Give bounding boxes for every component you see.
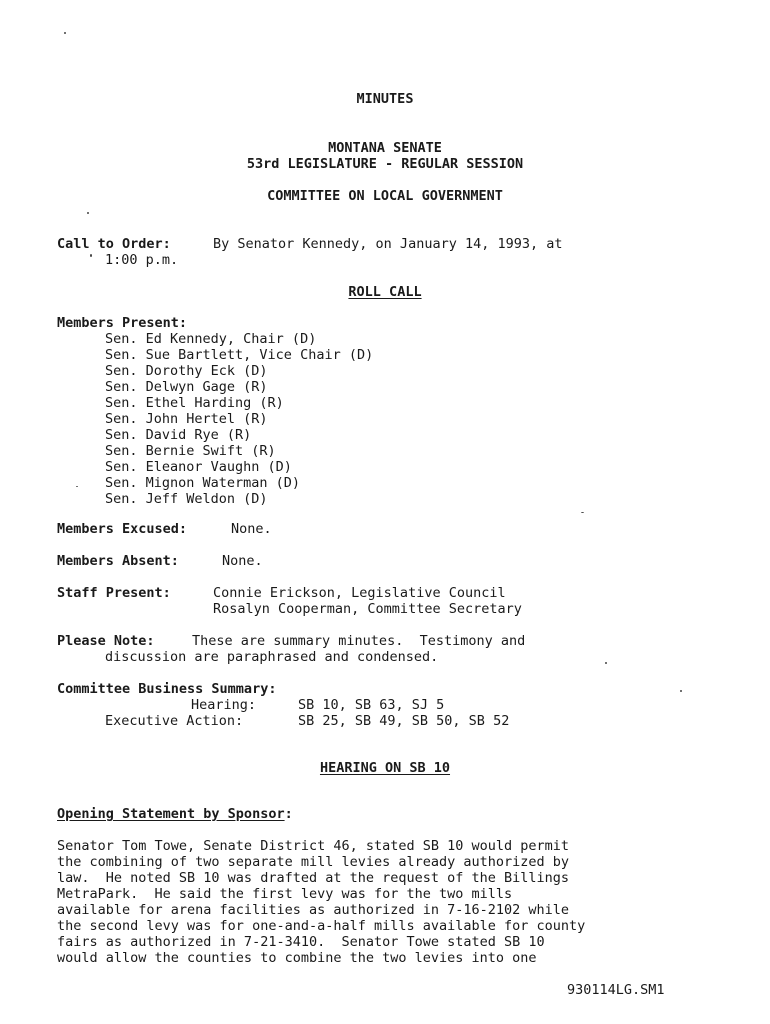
statement-line: the combining of two separate mill levies already authorized by bbox=[57, 854, 570, 870]
staff-member: Connie Erickson, Legislative Council bbox=[213, 585, 506, 601]
executive-action-label: Executive Action: bbox=[105, 713, 244, 729]
statement-line: available for arena facilities as authorized in 7-16-2102 while bbox=[57, 902, 570, 918]
member-item: Sen. Bernie Swift (R) bbox=[105, 443, 276, 459]
member-item: Sen. Eleanor Vaughn (D) bbox=[105, 459, 292, 475]
member-item: Sen. Sue Bartlett, Vice Chair (D) bbox=[105, 347, 374, 363]
member-item: Sen. John Hertel (R) bbox=[105, 411, 268, 427]
committee-title: COMMITTEE ON LOCAL GOVERNMENT bbox=[267, 188, 503, 204]
call-to-order-label: Call to Order: bbox=[57, 236, 171, 252]
statement-line: the second levy was for one-and-a-half mills available for county bbox=[57, 918, 586, 934]
member-item: Sen. Mignon Waterman (D) bbox=[105, 475, 301, 491]
member-item: Sen. Delwyn Gage (R) bbox=[105, 379, 268, 395]
please-note-line2: discussion are paraphrased and condensed. bbox=[105, 649, 439, 665]
minutes-title: MINUTES bbox=[356, 91, 414, 107]
please-note-label: Please Note: bbox=[57, 633, 155, 649]
please-note-line1: These are summary minutes. Testimony and bbox=[192, 633, 526, 649]
call-to-order-line2: 1:00 p.m. bbox=[105, 252, 179, 268]
hearing-label: Hearing: bbox=[191, 697, 257, 713]
member-item: Sen. Ethel Harding (R) bbox=[105, 395, 284, 411]
scan-speck bbox=[87, 212, 89, 214]
staff-member: Rosalyn Cooperman, Committee Secretary bbox=[213, 601, 522, 617]
legislative-body: MONTANA SENATE bbox=[328, 140, 442, 156]
hearing-value: SB 10, SB 63, SJ 5 bbox=[298, 697, 445, 713]
opening-statement-colon: : bbox=[284, 806, 293, 822]
call-to-order-line1: By Senator Kennedy, on January 14, 1993, at bbox=[213, 236, 563, 252]
business-summary-label: Committee Business Summary: bbox=[57, 681, 277, 697]
scan-speck bbox=[581, 512, 584, 513]
scan-speck bbox=[90, 254, 92, 257]
roll-call-heading: ROLL CALL bbox=[348, 284, 422, 300]
member-item: Sen. Ed Kennedy, Chair (D) bbox=[105, 331, 317, 347]
members-excused-label: Members Excused: bbox=[57, 521, 188, 537]
scan-speck bbox=[76, 486, 78, 487]
page-id: 930114LG.SM1 bbox=[567, 982, 665, 998]
scan-speck bbox=[680, 690, 682, 692]
members-present-label: Members Present: bbox=[57, 315, 188, 331]
statement-line: Senator Tom Towe, Senate District 46, stated SB 10 would permit bbox=[57, 838, 570, 854]
member-item: Sen. Jeff Weldon (D) bbox=[105, 491, 268, 507]
statement-line: fairs as authorized in 7-21-3410. Senator Towe stated SB 10 bbox=[57, 934, 545, 950]
executive-action-value: SB 25, SB 49, SB 50, SB 52 bbox=[298, 713, 510, 729]
members-excused-value: None. bbox=[231, 521, 272, 537]
scan-speck bbox=[605, 662, 607, 664]
staff-present-label: Staff Present: bbox=[57, 585, 171, 601]
members-absent-value: None. bbox=[222, 553, 263, 569]
scan-speck bbox=[64, 32, 66, 34]
statement-line: would allow the counties to combine the two levies into one bbox=[57, 950, 537, 966]
member-item: Sen. Dorothy Eck (D) bbox=[105, 363, 268, 379]
hearing-heading: HEARING ON SB 10 bbox=[319, 760, 451, 776]
opening-statement-label: Opening Statement by Sponsor bbox=[57, 806, 285, 822]
statement-line: law. He noted SB 10 was drafted at the request of the Billings bbox=[57, 870, 570, 886]
session-title: 53rd LEGISLATURE - REGULAR SESSION bbox=[246, 156, 524, 172]
members-absent-label: Members Absent: bbox=[57, 553, 179, 569]
statement-line: MetraPark. He said the first levy was for the two mills bbox=[57, 886, 513, 902]
members-present-list bbox=[105, 331, 373, 507]
member-item: Sen. David Rye (R) bbox=[105, 427, 252, 443]
